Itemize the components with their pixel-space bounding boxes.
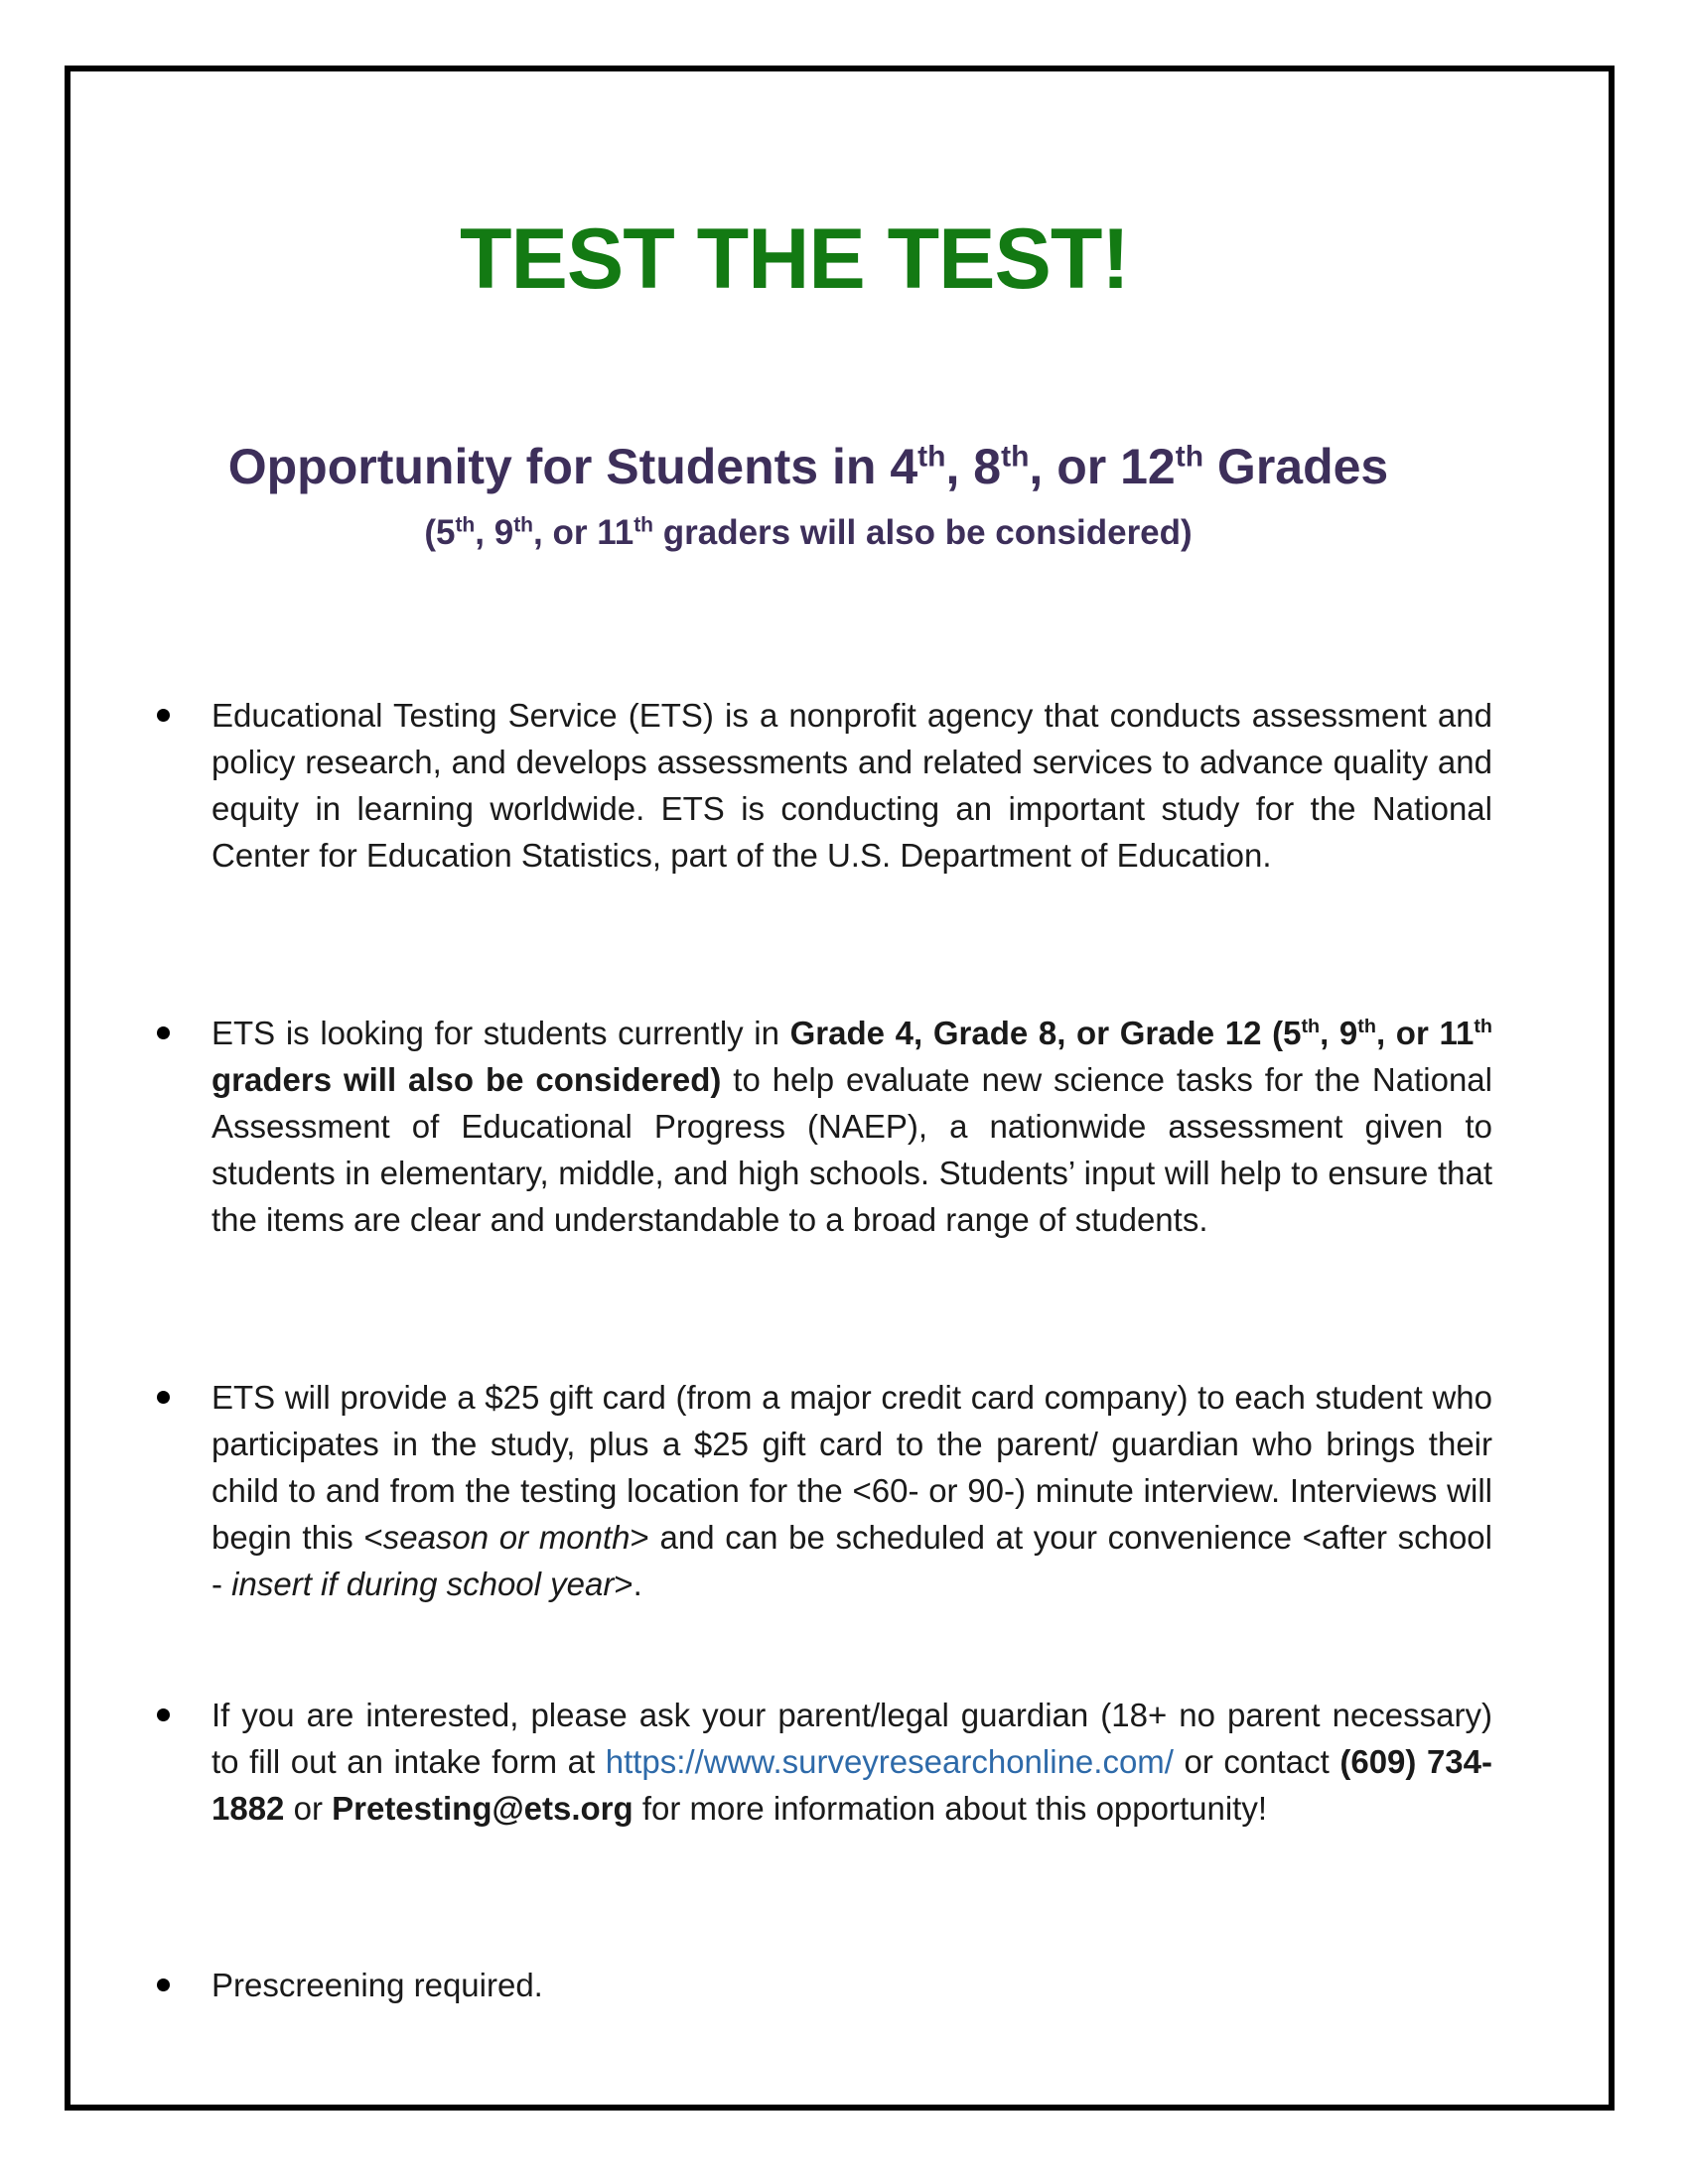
prescreening-text: Prescreening required. xyxy=(211,1967,543,2003)
subtitle-prefix: Opportunity for Students in 4 xyxy=(227,439,918,494)
subnote-sup-3: th xyxy=(633,513,654,537)
eligibility-rest: to help evaluate new science tasks for the National Assessment of Educational Progress (NAEP), a nationwide assessment given to students in elementary, middle, and high schools. Students’ input will help to ensure that the items are clear and understandable to a broad range of students. xyxy=(211,1061,1492,1238)
eligibility-bold-1: Grade 4, Grade 8, or Grade 12 (5 xyxy=(789,1015,1302,1051)
eligibility-sup-2: th xyxy=(1357,1016,1376,1037)
eligibility-bold-4: graders will also be considered) xyxy=(211,1061,722,1098)
gift-card-season: season or month xyxy=(382,1519,631,1556)
subtitle-sup-3: th xyxy=(1175,440,1204,474)
bullet-gift-card xyxy=(211,1374,1492,1607)
subnote-sup-1: th xyxy=(455,513,476,537)
page-title: TEST THE TEST! xyxy=(460,211,1129,307)
subtitle-suffix: Grades xyxy=(1203,439,1389,494)
contact-mid-2: or xyxy=(284,1790,333,1827)
contact-email: Pretesting@ets.org xyxy=(332,1790,633,1827)
contact-mid-1: or contact xyxy=(1173,1743,1340,1780)
contact-end: for more information about this opportunity! xyxy=(633,1790,1268,1827)
eligibility-lead: ETS is looking for students currently in xyxy=(211,1015,790,1051)
contact-lead: If you are interested, please ask your parent/legal guardian (18+ no parent necessary) to fill out an intake form at xyxy=(211,1697,1492,1780)
bullet-dot-icon xyxy=(157,1026,170,1039)
eligibility-sup-1: th xyxy=(1301,1016,1321,1037)
gift-card-lead: ETS will provide a $25 gift card (from a major credit card company) to each student who participates in the study, plus a $25 gift card to the parent/ guardian who brings their child to and from the testing location for the <60- or 90-) minute interview. Interviews will begin this < xyxy=(211,1379,1492,1556)
subtitle-mid-1: , 8 xyxy=(945,439,1002,494)
subtitle-note xyxy=(0,514,1617,553)
subtitle-mid-2: , or 12 xyxy=(1029,439,1176,494)
subnote-sup-2: th xyxy=(513,513,534,537)
subtitle-sup-1: th xyxy=(917,440,946,474)
subnote-mid-1: , 9 xyxy=(475,513,514,552)
gift-card-end: >. xyxy=(614,1566,642,1602)
gift-card-mid: > and can be scheduled at your convenience <after school - xyxy=(211,1519,1492,1602)
bullet-ets-about-text: Educational Testing Service (ETS) is a nonprofit agency that conducts assessment and policy research, and develops assessments and related services to advance quality and equity in learning worldwide. ETS is conducting an important study for the National Center for Education Statistics, part of the U.S. Department of Education. xyxy=(211,697,1492,874)
bullet-dot-icon xyxy=(157,1708,170,1721)
eligibility-sup-3: th xyxy=(1474,1016,1492,1037)
bullet-dot-icon xyxy=(157,1391,170,1404)
bullet-eligibility xyxy=(211,1010,1492,1243)
bullet-ets-about xyxy=(211,692,1492,879)
contact-phone: (609) 734-1882 xyxy=(211,1743,1492,1827)
intake-form-link[interactable]: https://www.surveyresearchonline.com/ xyxy=(605,1743,1174,1780)
subtitle xyxy=(0,440,1617,494)
bullet-dot-icon xyxy=(157,1979,170,1991)
eligibility-bold-3: , or 11 xyxy=(1375,1015,1475,1051)
gift-card-insert: insert if during school year xyxy=(231,1566,615,1602)
bullet-dot-icon xyxy=(157,709,170,722)
subnote-suffix: graders will also be considered) xyxy=(653,513,1193,552)
eligibility-bold-2: , 9 xyxy=(1320,1015,1358,1051)
subnote-open: (5 xyxy=(424,513,456,552)
bullet-prescreening xyxy=(211,1962,1492,2008)
subtitle-sup-2: th xyxy=(1001,440,1030,474)
subnote-mid-2: , or 11 xyxy=(533,513,634,552)
bullet-contact xyxy=(211,1692,1492,1832)
